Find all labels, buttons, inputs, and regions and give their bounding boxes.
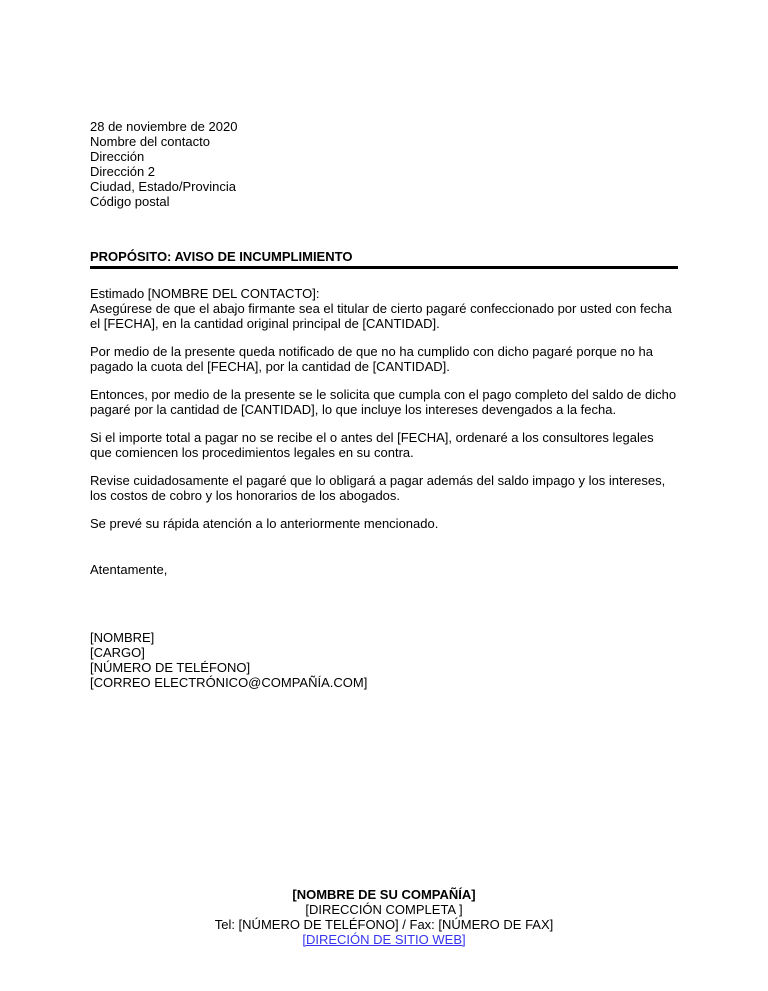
footer-website-line	[0, 932, 768, 947]
subject-divider-rule	[90, 266, 678, 269]
body-paragraph-5: Revise cuidadosamente el pagaré que lo obligará a pagar además del saldo impago y los intereses, los costos de cobro y los honorarios de los abogados.	[90, 473, 666, 503]
body-paragraph-3: Entonces, por medio de la presente se le solicita que cumpla con el pago completo del saldo de dicho pagaré por la cantidad de [CANTIDAD], lo que incluye los intereses devengados a la fecha.	[90, 387, 677, 417]
body-paragraph-2: Por medio de la presente queda notificado de que no ha cumplido con dicho pagaré porque no ha pagado la cuota del [FECHA], por la cantidad de [CANTIDAD].	[90, 344, 654, 374]
subject-heading: PROPÓSITO: AVISO DE INCUMPLIMIENTO	[90, 249, 353, 264]
closing-salutation: Atentamente,	[90, 562, 168, 577]
recipient-contact-name: Nombre del contacto	[90, 134, 210, 149]
letter-date: 28 de noviembre de 2020	[90, 119, 238, 134]
footer-website-link[interactable]: [DIRECIÓN DE SITIO WEB]	[302, 932, 466, 947]
body-paragraph-1: Asegúrese de que el abajo firmante sea el titular de cierto pagaré confeccionado por usted con fecha el [FECHA], en la cantidad original principal de [CANTIDAD].	[90, 301, 672, 331]
body-paragraph-6: Se prevé su rápida atención a lo anteriormente mencionado.	[90, 516, 439, 531]
footer-company-name: [NOMBRE DE SU COMPAÑÍA]	[292, 887, 476, 902]
recipient-address-line2: Dirección 2	[90, 164, 156, 179]
signature-title: [CARGO]	[90, 645, 145, 660]
signature-phone: [NÚMERO DE TELÉFONO]	[90, 660, 251, 675]
signature-email: [CORREO ELECTRÓNICO@COMPAÑÍA.COM]	[90, 675, 368, 690]
recipient-block	[90, 134, 678, 209]
signature-name: [NOMBRE]	[90, 630, 155, 645]
recipient-city-state: Ciudad, Estado/Provincia	[90, 179, 236, 194]
footer-tel-fax: Tel: [NÚMERO DE TELÉFONO] / Fax: [NÚMERO DE FAX]	[214, 917, 554, 932]
footer	[0, 887, 768, 947]
salutation: Estimado [NOMBRE DEL CONTACTO]:	[90, 286, 320, 301]
footer-address: [DIRECCIÓN COMPLETA ]	[305, 902, 463, 917]
body-paragraph-4: Si el importe total a pagar no se recibe el o antes del [FECHA], ordenaré a los consultores legales que comiencen los procedimientos legales en su contra.	[90, 430, 654, 460]
signature-block	[90, 630, 678, 690]
recipient-postal-code: Código postal	[90, 194, 170, 209]
letter-body	[90, 119, 678, 690]
recipient-address-line1: Dirección	[90, 149, 145, 164]
